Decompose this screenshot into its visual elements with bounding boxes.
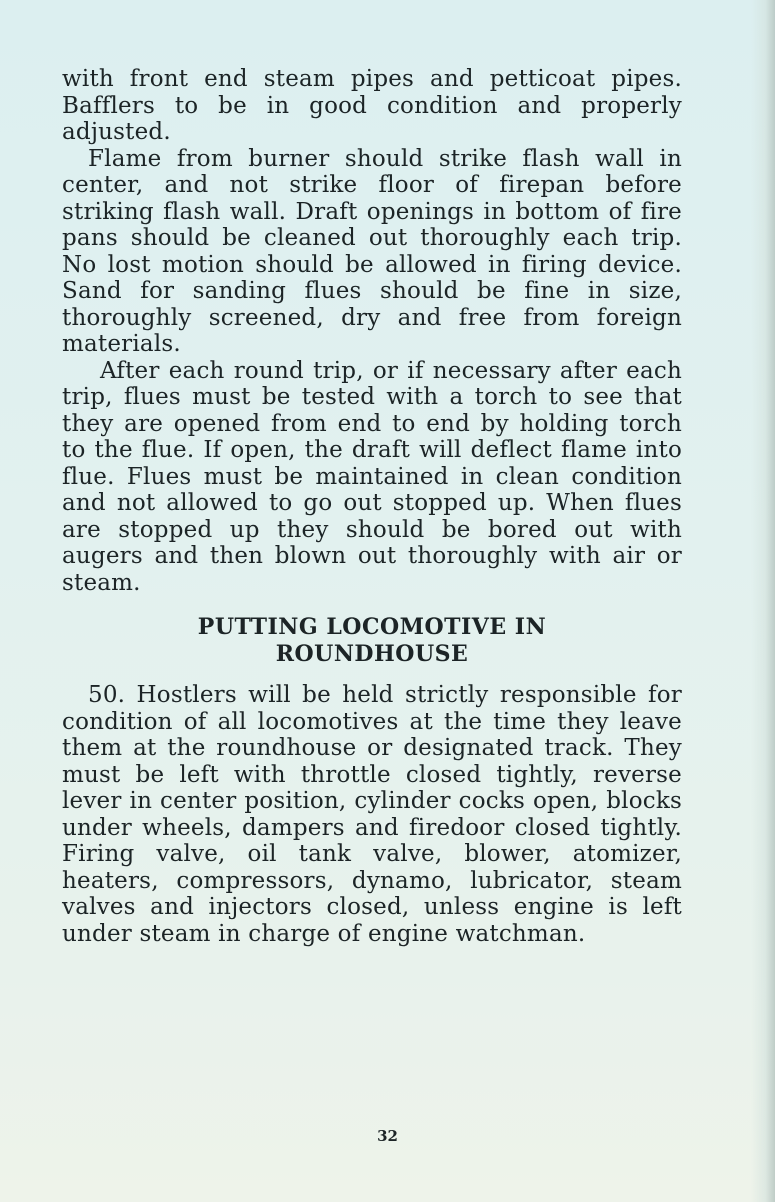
paragraph-flame: Flame from burner should strike flash wall in center, and not strike floor of firepan before striking flash wall. Draft openings in bottom of fire pans should be cleaned out thoroughly each trip. No lost motion should be allowed in firing device. Sand for sanding flues should be fine in size, thoroughly screened, dry and free from foreign materials. [62, 145, 682, 357]
section-heading [62, 614, 682, 668]
paragraph-continued: with front end steam pipes and petticoat pipes. Bafflers to be in good condition and properly adjusted. [62, 66, 682, 145]
section-heading-line2: ROUNDHOUSE [275, 641, 469, 667]
page-number: 32 [377, 1127, 398, 1145]
paragraph-flues: After each round trip, or if necessary after each trip, flues must be tested with a torch to see that they are opened from end to end by holding torch to the flue. If open, the draft will deflect flame into flue. Flues must be maintained in clean condition and not allowed to go out stopped up. When flues are stopped up they should be bored out with augers and then blown out thoroughly with air or steam. [62, 357, 682, 596]
paragraph-hostlers: 50. Hostlers will be held strictly responsible for condition of all locomotives at the time they leave them at the roundhouse or designated track. They must be left with throttle closed tightly, reverse lever in center position, cylinder cocks open, blocks under wheels, dampers and firedoor closed tightly. Firing valve, oil tank valve, blower, atomizer, heaters, compressors, dynamo, lubricator, steam valves and injectors closed, unless engine is left under steam in charge of engine watchman. [62, 682, 682, 947]
body-text [62, 66, 682, 947]
section-heading-line1: PUTTING LOCOMOTIVE IN [197, 614, 547, 640]
page-edge [751, 0, 775, 1202]
